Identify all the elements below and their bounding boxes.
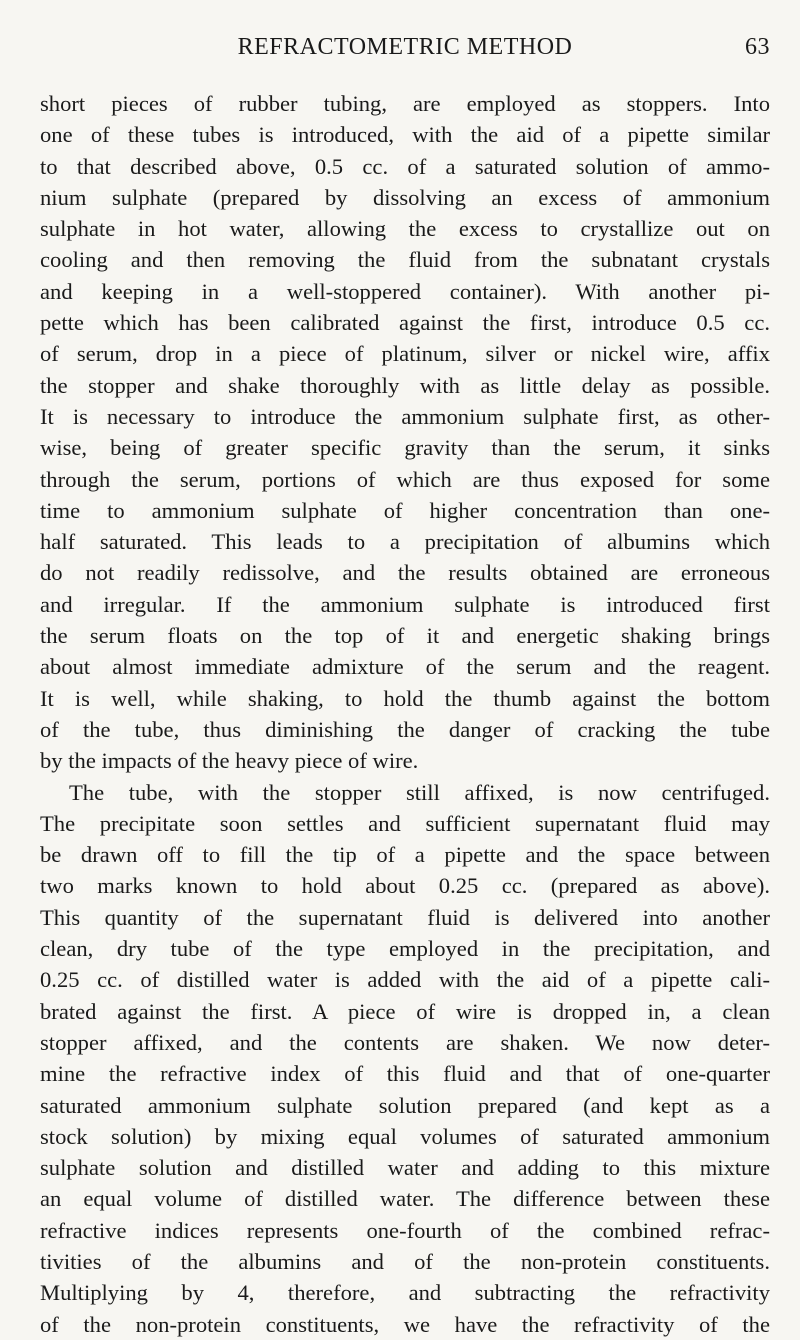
text-line: and keeping in a well-stoppered container). With another pi- (40, 278, 770, 304)
text-line: of the tube, thus diminishing the danger of cracking the tube (40, 716, 770, 742)
text-line: of serum, drop in a piece of platinum, silver or nickel wire, affix (40, 341, 770, 367)
running-head (40, 34, 770, 68)
body-text (40, 88, 770, 1340)
running-title: REFRACTOMETRIC METHOD (237, 34, 573, 60)
text-line: two marks known to hold about 0.25 cc. (prepared as above). (40, 873, 770, 899)
text-line: about almost immediate admixture of the serum and the reagent. (40, 654, 770, 680)
text-line: the serum floats on the top of it and energetic shaking brings (40, 623, 770, 649)
paragraph-1 (40, 88, 770, 777)
text-line: pette which has been calibrated against the first, introduce 0.5 cc. (40, 310, 770, 336)
text-line: cooling and then removing the fluid from the subnatant crystals (40, 247, 770, 273)
text-line: one of these tubes is introduced, with the aid of a pipette similar (40, 122, 770, 148)
text-line: wise, being of greater specific gravity than the serum, it sinks (40, 435, 770, 461)
text-line: 0.25 cc. of distilled water is added with the aid of a pipette cali- (40, 967, 770, 993)
text-line: to that described above, 0.5 cc. of a saturated solution of ammo- (40, 153, 770, 179)
text-line: be drawn off to fill the tip of a pipette and the space between (40, 842, 770, 868)
text-line: of the non-protein constituents, we have the refractivity of the (40, 1311, 770, 1337)
text-line: This quantity of the supernatant fluid is delivered into another (40, 904, 770, 930)
text-line: sulphate solution and distilled water and adding to this mixture (40, 1155, 770, 1181)
text-line: brated against the first. A piece of wire is dropped in, a clean (40, 998, 770, 1024)
text-line: nium sulphate (prepared by dissolving an excess of ammonium (40, 184, 770, 210)
text-line: Multiplying by 4, therefore, and subtracting the refractivity (40, 1280, 770, 1306)
text-line: The tube, with the stopper still affixed, is now centrifuged. (69, 779, 770, 805)
text-line: and irregular. If the ammonium sulphate is introduced first (40, 591, 770, 617)
text-line: short pieces of rubber tubing, are employed as stoppers. Into (40, 91, 770, 116)
text-line: It is well, while shaking, to hold the thumb against the bottom (40, 685, 770, 711)
paragraph-2 (40, 777, 770, 1340)
text-line: refractive indices represents one-fourth of the combined refrac- (40, 1217, 770, 1243)
text-line: stopper affixed, and the contents are shaken. We now deter- (40, 1029, 770, 1055)
text-line: time to ammonium sulphate of higher concentration than one- (40, 497, 770, 523)
text-line: sulphate in hot water, allowing the excess to crystallize out on (40, 216, 770, 242)
text-line: The precipitate soon settles and sufficient supernatant fluid may (40, 810, 770, 836)
text-line: the stopper and shake thoroughly with as little delay as possible. (40, 372, 770, 398)
text-line: an equal volume of distilled water. The difference between these (40, 1186, 770, 1212)
text-line: tivities of the albumins and of the non-protein constituents. (40, 1248, 770, 1274)
text-line: mine the refractive index of this fluid and that of one-quarter (40, 1061, 770, 1087)
text-line: half saturated. This leads to a precipitation of albumins which (40, 529, 770, 555)
text-line: clean, dry tube of the type employed in the precipitation, and (40, 936, 770, 962)
text-line: It is necessary to introduce the ammonium sulphate first, as other- (40, 403, 770, 429)
text-line: stock solution) by mixing equal volumes of saturated ammonium (40, 1123, 770, 1149)
text-line: by the impacts of the heavy piece of wire. (40, 748, 419, 774)
page-number: 63 (745, 34, 770, 60)
text-line: through the serum, portions of which are thus exposed for some (40, 466, 770, 492)
text-line: do not readily redissolve, and the results obtained are erroneous (40, 560, 770, 586)
text-line: saturated ammonium sulphate solution prepared (and kept as a (40, 1092, 770, 1118)
